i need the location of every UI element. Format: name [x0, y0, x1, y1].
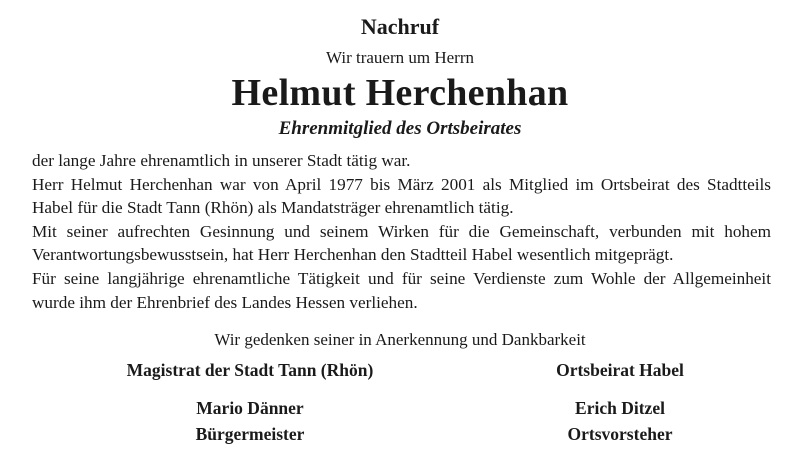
signatory-org-right: Ortsbeirat Habel [556, 360, 684, 380]
body-paragraph: Für seine langjährige ehrenamtliche Tätigkeit und für seine Verdienste zum Wohle der Allgemeinheit wurde ihm der Ehrenbrief des Landes Hessen verliehen. [32, 268, 771, 312]
signatory-name-left: Mario Dänner [196, 398, 304, 418]
signatory-title-right: Ortsvorsteher [567, 424, 673, 444]
notice-body [32, 149, 771, 314]
notice-title: Nachruf [360, 14, 440, 39]
body-paragraph: Herr Helmut Herchenhan war von April 1977 bis März 2001 als Mitglied im Ortsbeirat des Stadtteils Habel für die Stadt Tann (Rhön) als Mandatsträger ehrenamtlich tätig. [32, 174, 771, 218]
closing-line: Wir gedenken seiner in Anerkennung und Dankbarkeit [214, 330, 586, 349]
signatory-title-left: Bürgermeister [195, 424, 305, 444]
signatory-name-right: Erich Ditzel [575, 398, 665, 418]
deceased-name: Helmut Herchenhan [231, 72, 569, 114]
body-paragraph: der lange Jahre ehrenamtlich in unserer Stadt tätig war. [32, 151, 411, 170]
body-paragraph: Mit seiner aufrechten Gesinnung und seinem Wirken für die Gemeinschaft, verbunden mit hohem Verantwortungsbewusstsein, hat Herr Herchenhan den Stadtteil Habel wesentlich mitgeprägt. [32, 221, 771, 265]
signatory-org-left: Magistrat der Stadt Tann (Rhön) [126, 360, 374, 380]
notice-intro: Wir trauern um Herrn [325, 48, 474, 67]
deceased-role: Ehrenmitglied des Ortsbeirates [278, 118, 522, 139]
